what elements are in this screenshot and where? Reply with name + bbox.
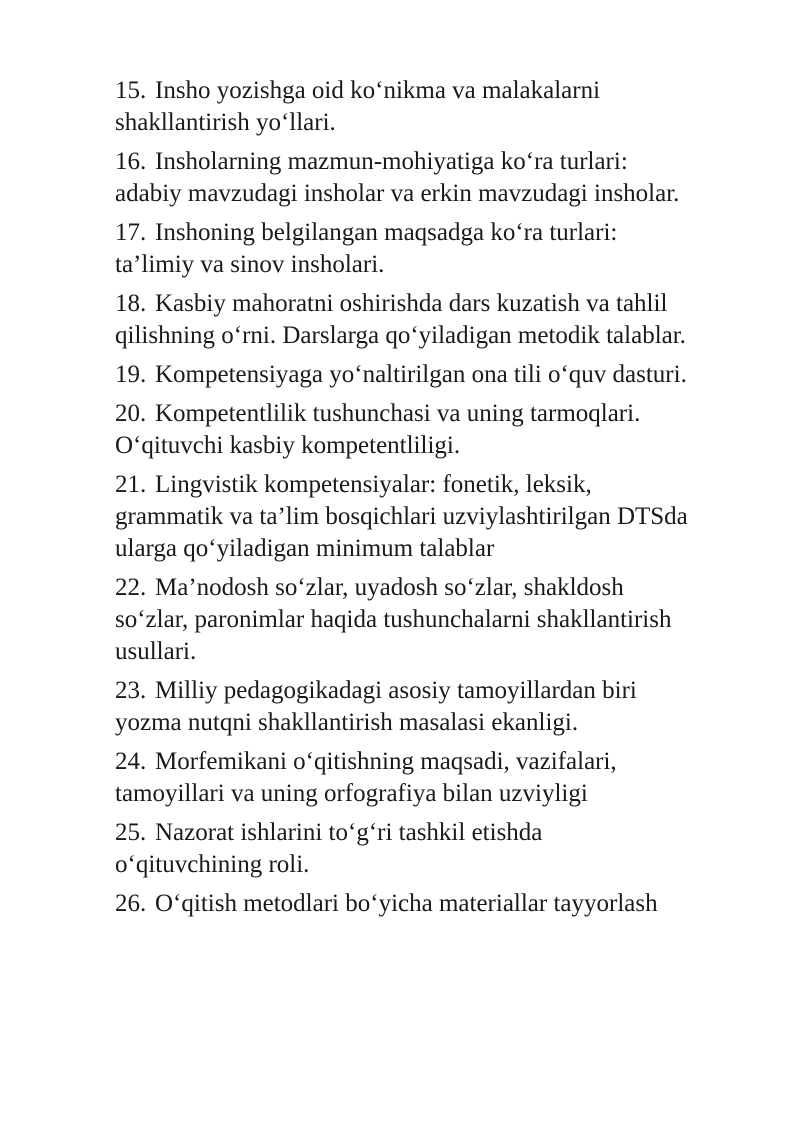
question-line bbox=[115, 146, 755, 178]
question-line bbox=[115, 888, 755, 920]
question-item-22 bbox=[115, 572, 755, 668]
question-item-26 bbox=[115, 888, 755, 920]
question-line bbox=[115, 178, 755, 210]
question-number: 24. bbox=[115, 748, 147, 775]
question-number: 18. bbox=[115, 290, 147, 317]
question-item-16 bbox=[115, 146, 755, 210]
question-line bbox=[115, 501, 755, 533]
question-line bbox=[115, 572, 755, 604]
question-line bbox=[115, 817, 755, 849]
question-number: 15. bbox=[115, 77, 147, 104]
question-line bbox=[115, 320, 755, 352]
question-item-21 bbox=[115, 469, 755, 565]
question-item-17 bbox=[115, 217, 755, 281]
question-text: ularga qo‘yiladigan minimum talablar bbox=[115, 535, 495, 562]
question-line bbox=[115, 533, 755, 565]
question-line bbox=[115, 249, 755, 281]
question-item-23 bbox=[115, 675, 755, 739]
question-item-24 bbox=[115, 746, 755, 810]
question-text: Nazorat ishlarini to‘g‘ri tashkil etishda bbox=[155, 819, 543, 846]
question-list bbox=[115, 75, 755, 927]
question-text: Kasbiy mahoratni oshirishda dars kuzatish va tahlil bbox=[155, 290, 668, 317]
question-line bbox=[115, 707, 755, 739]
question-number: 17. bbox=[115, 219, 147, 246]
question-line bbox=[115, 746, 755, 778]
question-line bbox=[115, 469, 755, 501]
question-number: 25. bbox=[115, 819, 147, 846]
question-text: Kompetensiyaga yo‘naltirilgan ona tili o‘quv dasturi. bbox=[155, 361, 687, 388]
question-item-25 bbox=[115, 817, 755, 881]
question-text: adabiy mavzudagi insholar va erkin mavzudagi insholar. bbox=[115, 180, 680, 207]
question-number: 26. bbox=[115, 890, 147, 917]
question-text: Kompetentlilik tushunchasi va uning tarmoqlari. bbox=[155, 400, 641, 427]
question-line bbox=[115, 849, 755, 881]
question-text: Milliy pedagogikadagi asosiy tamoyillardan biri bbox=[155, 677, 637, 704]
question-text: ta’limiy va sinov insholari. bbox=[115, 251, 385, 278]
question-text: Insholarning mazmun-mohiyatiga ko‘ra turlari: bbox=[155, 148, 628, 175]
question-text: usullari. bbox=[115, 638, 197, 665]
question-line bbox=[115, 217, 755, 249]
question-line bbox=[115, 430, 755, 462]
question-number: 16. bbox=[115, 148, 147, 175]
question-text: O‘qitish metodlari bo‘yicha materiallar tayyorlash bbox=[155, 890, 658, 917]
question-text: so‘zlar, paronimlar haqida tushunchalarni shakllantirish bbox=[115, 606, 672, 633]
question-line bbox=[115, 604, 755, 636]
question-text: O‘qituvchi kasbiy kompetentliligi. bbox=[115, 432, 461, 459]
question-number: 20. bbox=[115, 400, 147, 427]
question-line bbox=[115, 359, 755, 391]
question-text: qilishning o‘rni. Darslarga qo‘yiladigan metodik talablar. bbox=[115, 322, 686, 349]
question-text: Inshoning belgilangan maqsadga ko‘ra turlari: bbox=[155, 219, 618, 246]
question-number: 21. bbox=[115, 471, 147, 498]
question-line bbox=[115, 398, 755, 430]
question-item-19 bbox=[115, 359, 755, 391]
question-text: o‘qituvchining roli. bbox=[115, 851, 310, 878]
question-number: 23. bbox=[115, 677, 147, 704]
question-text: tamoyillari va uning orfografiya bilan uzviyligi bbox=[115, 780, 588, 807]
question-text: yozma nutqni shakllantirish masalasi ekanligi. bbox=[115, 709, 579, 736]
question-line bbox=[115, 107, 755, 139]
question-text: grammatik va ta’lim bosqichlari uzviylashtirilgan DTSda bbox=[115, 503, 688, 530]
question-line bbox=[115, 75, 755, 107]
question-number: 22. bbox=[115, 574, 147, 601]
question-text: Ma’nodosh so‘zlar, uyadosh so‘zlar, shakldosh bbox=[155, 574, 624, 601]
question-text: Morfemikani o‘qitishning maqsadi, vazifalari, bbox=[155, 748, 617, 775]
question-text: Lingvistik kompetensiyalar: fonetik, leksik, bbox=[155, 471, 592, 498]
question-text: shakllantirish yo‘llari. bbox=[115, 109, 336, 136]
question-item-18 bbox=[115, 288, 755, 352]
question-item-20 bbox=[115, 398, 755, 462]
question-number: 19. bbox=[115, 361, 147, 388]
question-line bbox=[115, 675, 755, 707]
question-item-15 bbox=[115, 75, 755, 139]
question-line bbox=[115, 778, 755, 810]
question-line bbox=[115, 636, 755, 668]
question-line bbox=[115, 288, 755, 320]
question-text: Insho yozishga oid ko‘nikma va malakalarni bbox=[155, 77, 601, 104]
